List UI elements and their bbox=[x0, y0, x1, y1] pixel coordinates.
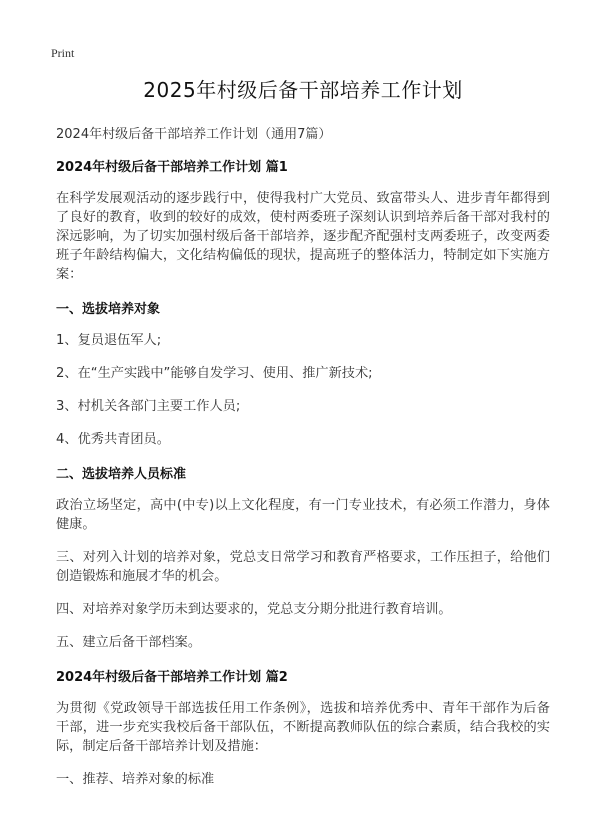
part5-text: 五、建立后备干部档案。 bbox=[56, 635, 202, 650]
list-item: 4、优秀共青团员。 bbox=[56, 432, 170, 447]
document-subtitle: 2024年村级后备干部培养工作计划（通用7篇） bbox=[56, 127, 332, 142]
section2-part1: 一、推荐、培养对象的标准 bbox=[56, 772, 215, 787]
part2-heading: 二、选拔培养人员标准 bbox=[56, 467, 187, 482]
part1-heading: 一、选拔培养对象 bbox=[56, 302, 161, 317]
section2-intro: 为贯彻《党政领导干部选拔任用工作条例》，选拔和培养优秀中、青年干部作为后备干部，进一步充实我校后备干部队伍，不断提高教师队伍的综合素质，结合我校的实际，制定后备干部培养计划及措施： bbox=[56, 701, 550, 754]
section1-heading: 2024年村级后备干部培养工作计划 篇1 bbox=[56, 160, 288, 175]
print-label[interactable]: Print bbox=[51, 46, 75, 60]
document-page bbox=[56, 74, 550, 803]
section1-intro: 在科学发展观活动的逐步践行中，使得我村广大党员、致富带头人、进步青年都得到了良好的教育，收到的较好的成效，使村两委班子深刻认识到培养后备干部对我村的深远影响，为了切实加强村级后备干部培养，逐步配齐配强村支两委班子，改变两委班子年龄结构偏大，文化结构偏低的现状，提高班子的整体活力，特制定如下实施方案： bbox=[56, 191, 550, 282]
part3-text: 三、对列入计划的培养对象，党总支日常学习和教育严格要求，工作压担子，给他们创造锻炼和施展才华的机会。 bbox=[56, 550, 550, 584]
list-item: 1、复员退伍军人; bbox=[56, 333, 162, 348]
list-item: 2、在“生产实践中”能够自发学习、使用、推广新技术; bbox=[56, 366, 373, 381]
part2-text: 政治立场坚定，高中(中专)以上文化程度，有一门专业技术，有必须工作潜力，身体健康。 bbox=[56, 498, 550, 532]
part4-text: 四、对培养对象学历未到达要求的，党总支分期分批进行教育培训。 bbox=[56, 602, 452, 617]
list-item: 3、村机关各部门主要工作人员; bbox=[56, 399, 241, 414]
page-title: 2025年村级后备干部培养工作计划 bbox=[143, 78, 463, 102]
section2-heading: 2024年村级后备干部培养工作计划 篇2 bbox=[56, 670, 288, 685]
